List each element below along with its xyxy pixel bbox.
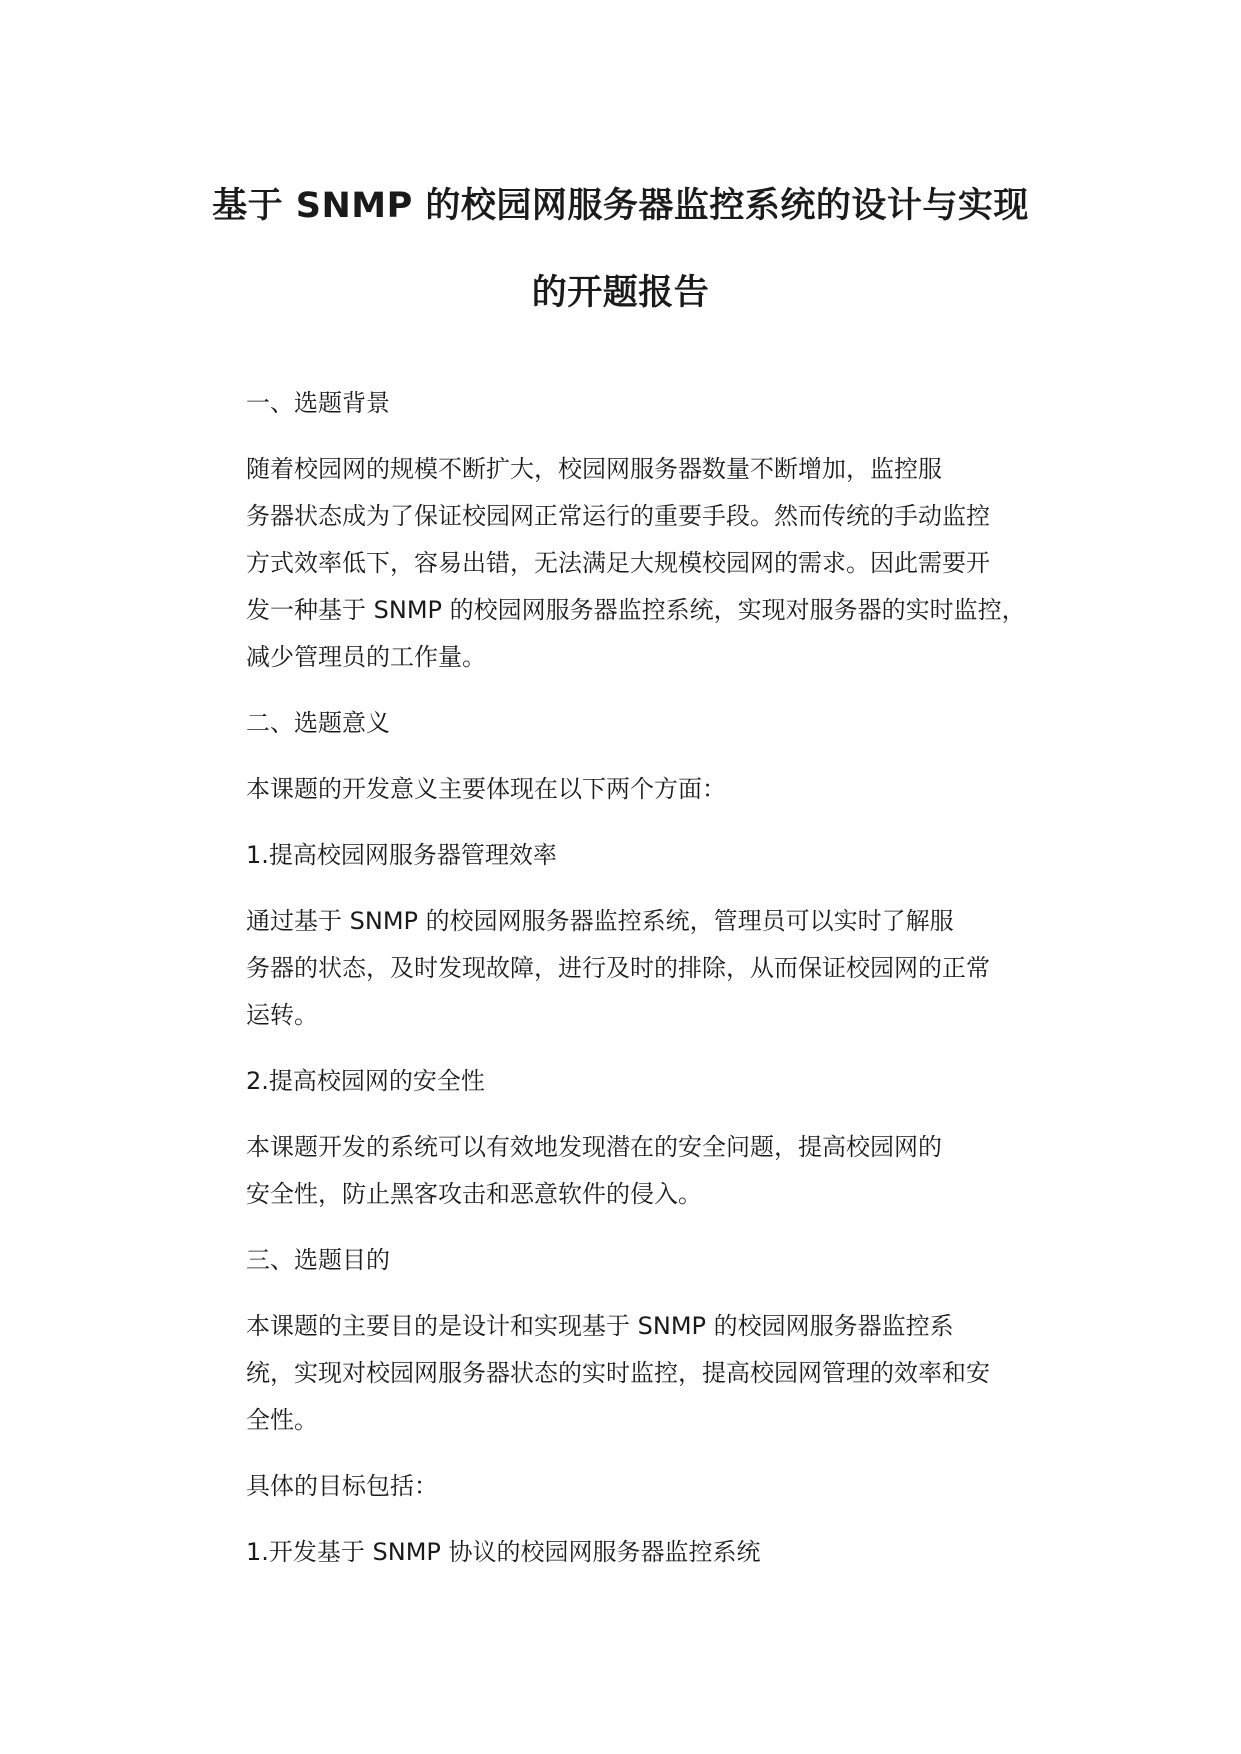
- paragraph-goals-intro: 具体的目标包括：: [246, 1472, 438, 1500]
- text-line: 统，实现对校园网服务器状态的实时监控，提高校园网管理的效率和安: [246, 1359, 990, 1387]
- point-heading-efficiency: 1.提高校园网服务器管理效率: [246, 841, 557, 869]
- document-title-line-1: 基于 SNMP 的校园网服务器监控系统的设计与实现: [212, 186, 1029, 226]
- text-line: 通过基于 SNMP 的校园网服务器监控系统，管理员可以实时了解服: [246, 907, 954, 935]
- document-title-line-2: 的开题报告: [531, 273, 710, 313]
- section-heading-background: 一、选题背景: [246, 389, 390, 417]
- document-body: [188, 380, 1068, 1595]
- section-heading-significance: 二、选题意义: [246, 709, 390, 737]
- paragraph-background: [188, 446, 1068, 681]
- point-heading-security: 2.提高校园网的安全性: [246, 1067, 485, 1095]
- section-heading-purpose: 三、选题目的: [246, 1246, 390, 1274]
- text-line: 全性。: [246, 1406, 318, 1434]
- text-line: 本课题开发的系统可以有效地发现潜在的安全问题，提高校园网的: [246, 1133, 942, 1161]
- text-line: 随着校园网的规模不断扩大，校园网服务器数量不断增加，监控服: [246, 455, 942, 483]
- paragraph-efficiency: [188, 898, 1068, 1039]
- text-line: 发一种基于 SNMP 的校园网服务器监控系统，实现对服务器的实时监控，: [246, 596, 1026, 624]
- text-line: 务器状态成为了保证校园网正常运行的重要手段。然而传统的手动监控: [246, 502, 990, 530]
- paragraph-purpose: [188, 1303, 1068, 1444]
- text-line: 减少管理员的工作量。: [246, 643, 486, 671]
- text-line: 运转。: [246, 1001, 318, 1029]
- paragraph-security: [188, 1124, 1068, 1218]
- text-line: 安全性，防止黑客攻击和恶意软件的侵入。: [246, 1180, 702, 1208]
- paragraph-significance-intro: 本课题的开发意义主要体现在以下两个方面：: [246, 775, 726, 803]
- text-line: 本课题的主要目的是设计和实现基于 SNMP 的校园网服务器监控系: [246, 1312, 954, 1340]
- text-line: 方式效率低下，容易出错，无法满足大规模校园网的需求。因此需要开: [246, 549, 990, 577]
- goal-item-1: 1.开发基于 SNMP 协议的校园网服务器监控系统: [246, 1538, 761, 1566]
- text-line: 务器的状态，及时发现故障，进行及时的排除，从而保证校园网的正常: [246, 954, 990, 982]
